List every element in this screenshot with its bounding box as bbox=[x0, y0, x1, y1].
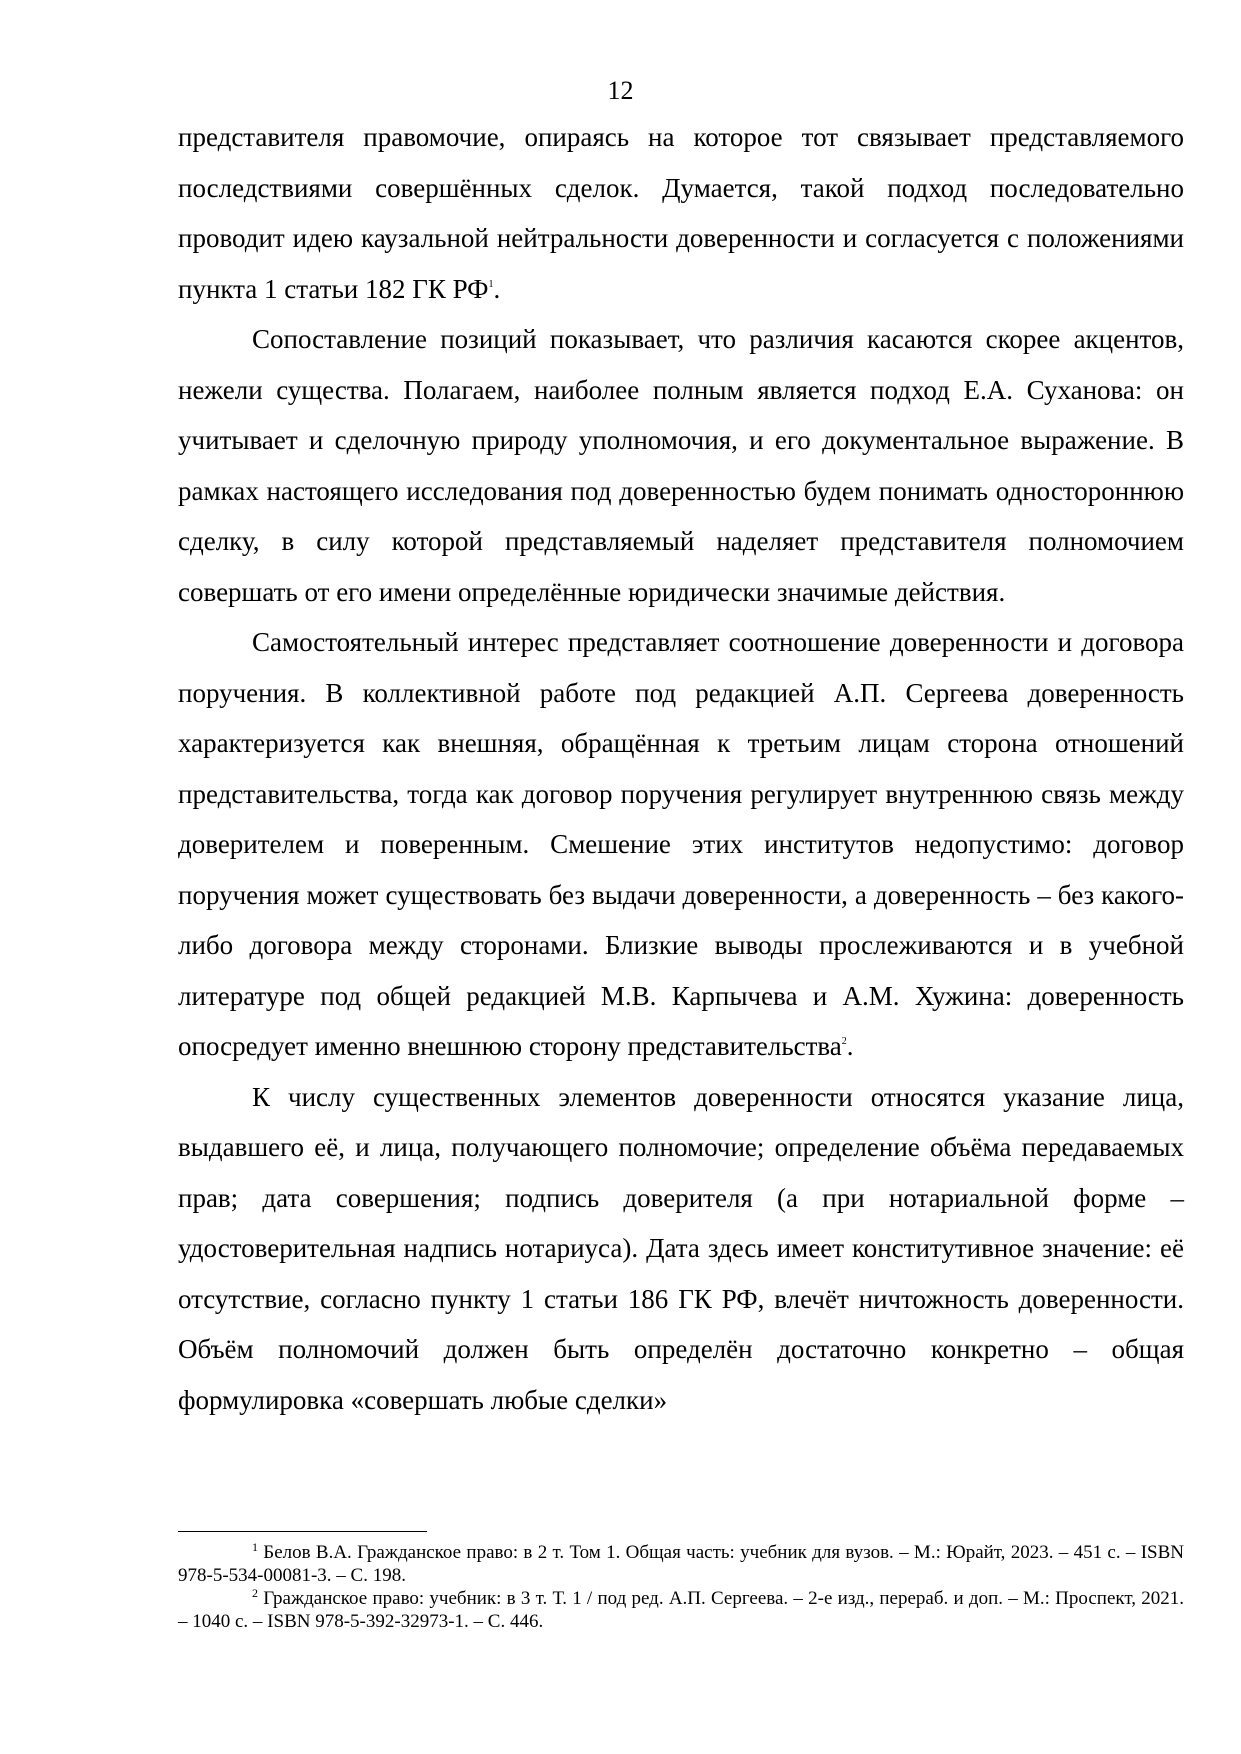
paragraph-text: К числу существенных элементов доверенности относятся указание лица, выдавшего её, и лица, получающего полномочие; определение объёма передаваемых прав; дата совершения; подпись доверителя (а при нотариальной форме – удостоверительная надпись нотариуса). Дата здесь имеет конститутивное значение: её отсутствие, согласно пункту 1 статьи 186 ГК РФ, влечёт ничтожность доверенности. Объём полномочий должен быть определён достаточно конкретно – общая формулировка «совершать любые сделки» bbox=[178, 1081, 1184, 1415]
paragraph bbox=[178, 617, 1184, 1072]
footnote-separator bbox=[178, 1531, 427, 1532]
footnote-marker: 1 bbox=[252, 1540, 258, 1554]
footnote-text: Гражданское право: учебник: в 3 т. Т. 1 / под ред. А.П. Сергеева. – 2-е изд., перераб. и доп. – М.: Проспект, 2021. – 1040 с. – ISBN 978-5-392-32973-1. – С. 446. bbox=[178, 1588, 1184, 1632]
footnote-reference[interactable]: 2 bbox=[841, 1036, 847, 1047]
paragraph-text: Сопоставление позиций показывает, что различия касаются скорее акцентов, нежели существа. Полагаем, наиболее полным является подход Е.А. Суханова: он учитывает и сделочную природу уполномочия, и его документальное выражение. В рамках настоящего исследования под доверенностью будем понимать одностороннюю сделку, в силу которой представляемый наделяет представителя полномочием совершать от его имени определённые юридически значимые действия. bbox=[178, 324, 1184, 607]
paragraph-text: . bbox=[846, 1031, 854, 1061]
paragraph bbox=[178, 1072, 1184, 1426]
footnote-marker: 2 bbox=[252, 1586, 258, 1600]
footnote-reference[interactable]: 1 bbox=[488, 278, 494, 290]
footnote bbox=[178, 1541, 1184, 1587]
paragraph-text: . bbox=[493, 273, 501, 304]
page-number: 12 bbox=[607, 76, 634, 105]
paragraph-text: представителя правомочие, опираясь на которое тот связывает представляемого последствиями совершённых сделок. Думается, такой подход последовательно проводит идею каузальной нейтральности доверенности и согласуется с положениями пункта 1 статьи 182 ГК РФ bbox=[178, 122, 1184, 304]
footnote bbox=[178, 1587, 1184, 1633]
paragraph-continuation bbox=[178, 112, 1184, 314]
body-text bbox=[178, 112, 1184, 1425]
footnote-text: Белов В.А. Гражданское право: в 2 т. Том 1. Общая часть: учебник для вузов. – М.: Юрайт, 2023. – 451 с. – ISBN 978-5-534-00081-3. – С. 198. bbox=[178, 1542, 1184, 1586]
footnotes bbox=[178, 1541, 1184, 1633]
paragraph bbox=[178, 314, 1184, 617]
paragraph-text: Самостоятельный интерес представляет соотношение доверенности и договора поручения. В коллективной работе под редакцией А.П. Сергеева доверенность характеризуется как внешняя, обращённая к третьим лицам сторона отношений представительства, тогда как договор поручения регулирует внутреннюю связь между доверителем и поверенным. Смешение этих институтов недопустимо: договор поручения может существовать без выдачи доверенности, а доверенность – без какого-либо договора между сторонами. Близкие выводы прослеживаются и в учебной литературе под общей редакцией М.В. Карпычева и А.М. Хужина: доверенность опосредует именно внешнюю сторону представительства bbox=[178, 627, 1184, 1061]
